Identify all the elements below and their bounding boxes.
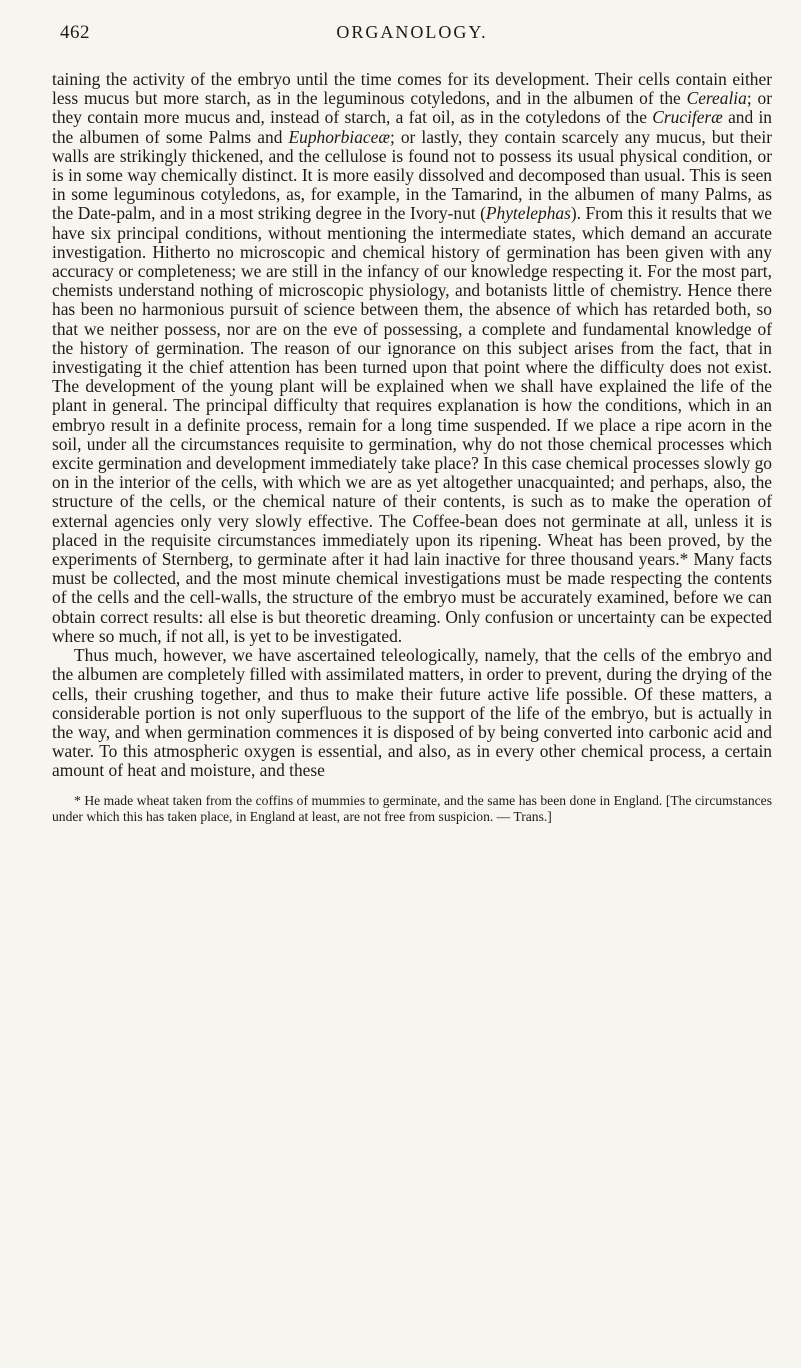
paragraph [52,646,772,780]
text-run: ; or lastly, they contain scarcely any mucus, but their walls are strikingly thickened, and the cellulose is found not to possess its usual physical condition, or is in some way chemically distinct. It is more easily dissolved and decomposed than usual. This is seen in some leguminous cotyledons, as, for example, in the Tamarind, in the albumen of many Palms, as the Date-palm, and in a most striking degree in the Ivory-nut ( [52,126,772,224]
text-run: and in the albumen of some Palms and [52,107,772,147]
text-run: ). From this it results that we have six principal conditions, without mentioning the intermediate states, which demand an accurate investigation. Hitherto no microscopic and chemical history of germination has been given with any accuracy or completeness; we are still in the infancy of our knowledge respecting it. For the most part, chemists understand nothing of microscopic physiology, and botanists little of chemistry. Hence there has been no harmonious pursuit of science between them, the absence of which has retarded both, so that we neither possess, nor are on the eve of possessing, a complete and fundamental knowledge of the history of germination. The reason of our ignorance on this subject arises from the fact, that in investigating it the chief attention has been turned upon that point where the difficulty does not exist. The development of the young plant will be explained when we shall have explained the life of the plant in general. The principal difficulty that requires explanation is how the conditions, which in an embryo result in a definite process, remain for a long time suspended. If we place a ripe acorn in the soil, under all the circumstances requisite to germination, why do not those chemical processes which excite germination and development immediately take place? In this case chemical processes slowly go on in the interior of the cells, with which we are as yet altogether unacquainted; and perhaps, also, the structure of the cells, or the chemical nature of their contents, is such as to make the operation of external agencies only very slowly effective. The Coffee-bean does not germinate at all, unless it is placed in the requisite circumstances immediately upon its ripening. Wheat has been proved, by the experiments of Sternberg, to germinate after it had lain inactive for three thousand years.* Many facts must be collected, and the most minute chemical investigations must be made respecting the contents of the cells and the cell-walls, the structure of the embryo must be accurately examined, before we can obtain correct results: all else is but theoretic dreaming. Only confusion or uncertainty can be expected where so much, if not all, is yet to be investigated. [52,203,773,646]
book-page [52,22,772,825]
text-run: taining the activity of the embryo until the time comes for its development. Their cells contain either less mucus but more starch, as in the leguminous cotyledons, and in the albumen of the [52,69,772,109]
text-run: Thus much, however, we have ascertained teleologically, namely, that the cells of the embryo and the albumen are completely filled with assimilated matters, in order to prevent, during the drying of the cells, their crushing together, and thus to make their future active life possible. Of these matters, a considerable portion is not only superfluous to the support of the life of the embryo, but is actually in the way, and when germination commences it is disposed of by being converted into carbonic acid and water. To this atmospheric oxygen is essential, and also, as in every other chemical process, a certain amount of heat and moisture, and these [52,645,772,781]
italic-term: Cruciferæ [652,107,723,128]
italic-term: Cerealia [686,88,747,109]
italic-term: Phytelephas [485,203,571,224]
page-number: 462 [60,22,90,43]
footnote: * He made wheat taken from the coffins of mummies to germinate, and the same has been done in England. [The circumstances under which this has taken place, in England at least, are not free from suspicion. — Trans.] [52,792,772,824]
body-text [52,70,772,781]
italic-term: Euphorbiaceæ [288,126,390,147]
page-header [52,22,772,56]
paragraph [52,70,772,646]
text-run: ; or they contain more mucus and, instead of starch, a fat oil, as in the cotyledons of the [52,88,773,128]
running-title: ORGANOLOGY. [336,22,488,42]
